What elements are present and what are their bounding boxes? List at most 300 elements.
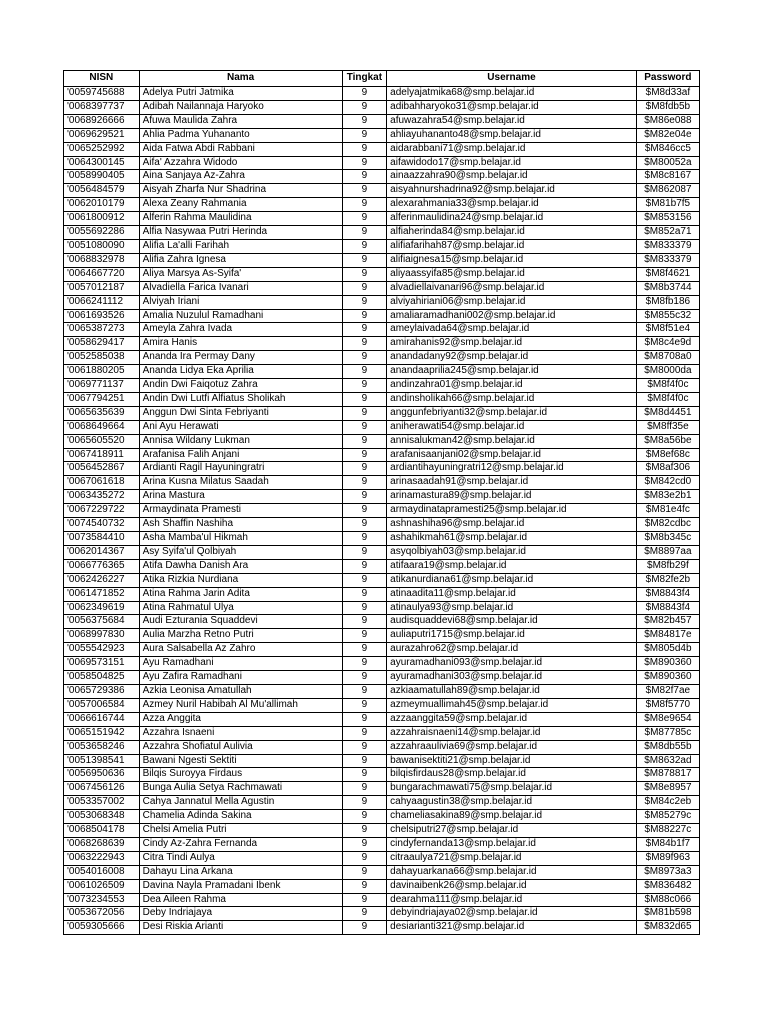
tingkat-cell: 9 <box>342 198 387 212</box>
tingkat-cell: 9 <box>342 782 387 796</box>
username-cell: desiarianti321@smp.belajar.id <box>387 921 637 935</box>
nama-cell: Aisyah Zharfa Nur Shadrina <box>139 184 342 198</box>
password-cell: $M86e088 <box>636 114 699 128</box>
table-row <box>64 824 700 838</box>
table-row <box>64 532 700 546</box>
nama-cell: Chamelia Adinda Sakina <box>139 810 342 824</box>
password-cell: $M805d4b <box>636 643 699 657</box>
table-row <box>64 226 700 240</box>
table-row <box>64 504 700 518</box>
nisn-cell: '0057012187 <box>64 281 140 295</box>
password-cell: $M8a56be <box>636 434 699 448</box>
table-row <box>64 198 700 212</box>
table-row <box>64 643 700 657</box>
nisn-cell: '0051080090 <box>64 239 140 253</box>
password-cell: $M80052a <box>636 156 699 170</box>
username-cell: azkiaamatullah89@smp.belajar.id <box>387 684 637 698</box>
tingkat-cell: 9 <box>342 559 387 573</box>
nisn-cell: '0067061618 <box>64 476 140 490</box>
nama-cell: Ananda Ira Permay Dany <box>139 351 342 365</box>
username-cell: azzahraisnaeni14@smp.belajar.id <box>387 726 637 740</box>
nisn-cell: '0063435272 <box>64 490 140 504</box>
nisn-cell: '0069629521 <box>64 128 140 142</box>
password-cell: $M82f7ae <box>636 684 699 698</box>
username-cell: asyqolbiyah03@smp.belajar.id <box>387 545 637 559</box>
nama-cell: Aina Sanjaya Az-Zahra <box>139 170 342 184</box>
password-cell: $M8fb29f <box>636 559 699 573</box>
password-cell: $M832d65 <box>636 921 699 935</box>
table-row <box>64 851 700 865</box>
table-row <box>64 907 700 921</box>
username-cell: audisquaddevi68@smp.belajar.id <box>387 615 637 629</box>
username-cell: ashahikmah61@smp.belajar.id <box>387 532 637 546</box>
tingkat-cell: 9 <box>342 156 387 170</box>
table-row <box>64 587 700 601</box>
tingkat-cell: 9 <box>342 239 387 253</box>
username-cell: alifiaignesa15@smp.belajar.id <box>387 253 637 267</box>
tingkat-cell: 9 <box>342 573 387 587</box>
username-cell: cahyaagustin38@smp.belajar.id <box>387 796 637 810</box>
nama-cell: Ani Ayu Herawati <box>139 420 342 434</box>
table-row <box>64 462 700 476</box>
nisn-cell: '0068504178 <box>64 824 140 838</box>
password-cell: $M833379 <box>636 239 699 253</box>
header-tingkat: Tingkat <box>342 71 387 87</box>
nisn-cell: '0061800912 <box>64 212 140 226</box>
table-row <box>64 796 700 810</box>
password-cell: $M8f4f0c <box>636 379 699 393</box>
nisn-cell: '0062014367 <box>64 545 140 559</box>
tingkat-cell: 9 <box>342 114 387 128</box>
password-cell: $M82e04e <box>636 128 699 142</box>
username-cell: arinasaadah91@smp.belajar.id <box>387 476 637 490</box>
nama-cell: Atika Rizkia Nurdiana <box>139 573 342 587</box>
tingkat-cell: 9 <box>342 698 387 712</box>
table-row <box>64 754 700 768</box>
tingkat-cell: 9 <box>342 337 387 351</box>
tingkat-cell: 9 <box>342 532 387 546</box>
nisn-cell: '0073234553 <box>64 893 140 907</box>
table-row <box>64 921 700 935</box>
nama-cell: Andin Dwi Faiqotuz Zahra <box>139 379 342 393</box>
username-cell: atikanurdiana61@smp.belajar.id <box>387 573 637 587</box>
table-row <box>64 810 700 824</box>
table-row <box>64 114 700 128</box>
nisn-cell: '0065635639 <box>64 406 140 420</box>
table-row <box>64 142 700 156</box>
nama-cell: Amira Hanis <box>139 337 342 351</box>
nama-cell: Anggun Dwi Sinta Febriyanti <box>139 406 342 420</box>
nisn-cell: '0067418911 <box>64 448 140 462</box>
nama-cell: Armaydinata Pramesti <box>139 504 342 518</box>
username-cell: anggunfebriyanti32@smp.belajar.id <box>387 406 637 420</box>
password-cell: $M8b345c <box>636 532 699 546</box>
nisn-cell: '0068397737 <box>64 100 140 114</box>
nisn-cell: '0053357002 <box>64 796 140 810</box>
password-cell: $M853156 <box>636 212 699 226</box>
tingkat-cell: 9 <box>342 267 387 281</box>
tingkat-cell: 9 <box>342 587 387 601</box>
nisn-cell: '0059745688 <box>64 87 140 101</box>
table-row <box>64 698 700 712</box>
password-cell: $M8ef68c <box>636 448 699 462</box>
username-cell: andinzahra01@smp.belajar.id <box>387 379 637 393</box>
header-password: Password <box>636 71 699 87</box>
tingkat-cell: 9 <box>342 128 387 142</box>
username-cell: ameylaivada64@smp.belajar.id <box>387 323 637 337</box>
password-cell: $M8f4f0c <box>636 392 699 406</box>
nisn-cell: '0069771137 <box>64 379 140 393</box>
password-cell: $M842cd0 <box>636 476 699 490</box>
nisn-cell: '0055692286 <box>64 226 140 240</box>
nisn-cell: '0051398541 <box>64 754 140 768</box>
table-row <box>64 545 700 559</box>
nama-cell: Desi Riskia Arianti <box>139 921 342 935</box>
table-row <box>64 490 700 504</box>
tingkat-cell: 9 <box>342 893 387 907</box>
username-cell: alexarahmania33@smp.belajar.id <box>387 198 637 212</box>
password-cell: $M82fe2b <box>636 573 699 587</box>
password-cell: $M82cdbc <box>636 518 699 532</box>
nisn-cell: '0056950636 <box>64 768 140 782</box>
tingkat-cell: 9 <box>342 100 387 114</box>
username-cell: auliaputri1715@smp.belajar.id <box>387 629 637 643</box>
username-cell: amirahanis92@smp.belajar.id <box>387 337 637 351</box>
username-cell: dahayuarkana66@smp.belajar.id <box>387 865 637 879</box>
password-cell: $M862087 <box>636 184 699 198</box>
table-row <box>64 893 700 907</box>
nisn-cell: '0062426227 <box>64 573 140 587</box>
tingkat-cell: 9 <box>342 726 387 740</box>
tingkat-cell: 9 <box>342 712 387 726</box>
tingkat-cell: 9 <box>342 629 387 643</box>
nama-cell: Ayu Ramadhani <box>139 657 342 671</box>
table-row <box>64 184 700 198</box>
password-cell: $M833379 <box>636 253 699 267</box>
table-row <box>64 295 700 309</box>
nama-cell: Audi Ezturania Squaddevi <box>139 615 342 629</box>
username-cell: chelsiputri27@smp.belajar.id <box>387 824 637 838</box>
password-cell: $M85279c <box>636 810 699 824</box>
nisn-cell: '0058504825 <box>64 671 140 685</box>
password-cell: $M84817e <box>636 629 699 643</box>
username-cell: alferinmaulidina24@smp.belajar.id <box>387 212 637 226</box>
nama-cell: Alviyah Iriani <box>139 295 342 309</box>
username-cell: atifaara19@smp.belajar.id <box>387 559 637 573</box>
nisn-cell: '0056484579 <box>64 184 140 198</box>
password-cell: $M8fb186 <box>636 295 699 309</box>
username-cell: atinaadita11@smp.belajar.id <box>387 587 637 601</box>
password-cell: $M81e4fc <box>636 504 699 518</box>
username-cell: afuwazahra54@smp.belajar.id <box>387 114 637 128</box>
password-cell: $M8c4e9d <box>636 337 699 351</box>
table-row <box>64 87 700 101</box>
table-row <box>64 615 700 629</box>
table-row <box>64 559 700 573</box>
tingkat-cell: 9 <box>342 671 387 685</box>
nisn-cell: '0068832978 <box>64 253 140 267</box>
tingkat-cell: 9 <box>342 226 387 240</box>
nama-cell: Chelsi Amelia Putri <box>139 824 342 838</box>
username-cell: bawanisektiti21@smp.belajar.id <box>387 754 637 768</box>
nama-cell: Alifia Zahra Ignesa <box>139 253 342 267</box>
username-cell: ahliayuhananto48@smp.belajar.id <box>387 128 637 142</box>
nisn-cell: '0061693526 <box>64 309 140 323</box>
tingkat-cell: 9 <box>342 851 387 865</box>
password-cell: $M8db55b <box>636 740 699 754</box>
nama-cell: Azmey Nuril Habibah Al Mu'allimah <box>139 698 342 712</box>
nisn-cell: '0066776365 <box>64 559 140 573</box>
password-cell: $M8fdb5b <box>636 100 699 114</box>
nama-cell: Ardianti Ragil Hayuningratri <box>139 462 342 476</box>
username-cell: anandadany92@smp.belajar.id <box>387 351 637 365</box>
table-row <box>64 156 700 170</box>
nisn-cell: '0059305666 <box>64 921 140 935</box>
nama-cell: Bilqis Suroyya Firdaus <box>139 768 342 782</box>
nisn-cell: '0067456126 <box>64 782 140 796</box>
nisn-cell: '0054016008 <box>64 865 140 879</box>
nisn-cell: '0065605520 <box>64 434 140 448</box>
password-cell: $M84b1f7 <box>636 837 699 851</box>
username-cell: aurazahro62@smp.belajar.id <box>387 643 637 657</box>
tingkat-cell: 9 <box>342 865 387 879</box>
nama-cell: Aliya Marsya As-Syifa' <box>139 267 342 281</box>
nama-cell: Asy Syifa'ul Qolbiyah <box>139 545 342 559</box>
table-row <box>64 309 700 323</box>
username-cell: atinaulya93@smp.belajar.id <box>387 601 637 615</box>
password-cell: $M8d33af <box>636 87 699 101</box>
tingkat-cell: 9 <box>342 87 387 101</box>
nisn-cell: '0058629417 <box>64 337 140 351</box>
username-cell: aifawidodo17@smp.belajar.id <box>387 156 637 170</box>
nisn-cell: '0065387273 <box>64 323 140 337</box>
tingkat-cell: 9 <box>342 740 387 754</box>
password-cell: $M8973a3 <box>636 865 699 879</box>
nisn-cell: '0067229722 <box>64 504 140 518</box>
tingkat-cell: 9 <box>342 768 387 782</box>
username-cell: alifiafarihah87@smp.belajar.id <box>387 239 637 253</box>
tingkat-cell: 9 <box>342 810 387 824</box>
username-cell: arinamastura89@smp.belajar.id <box>387 490 637 504</box>
password-cell: $M89f963 <box>636 851 699 865</box>
password-cell: $M8708a0 <box>636 351 699 365</box>
tingkat-cell: 9 <box>342 657 387 671</box>
table-row <box>64 379 700 393</box>
password-cell: $M8c8167 <box>636 170 699 184</box>
tingkat-cell: 9 <box>342 323 387 337</box>
tingkat-cell: 9 <box>342 907 387 921</box>
table-row <box>64 448 700 462</box>
password-cell: $M88c066 <box>636 893 699 907</box>
table-row <box>64 253 700 267</box>
table-row <box>64 476 700 490</box>
password-cell: $M8843f4 <box>636 601 699 615</box>
username-cell: alvadiellaivanari96@smp.belajar.id <box>387 281 637 295</box>
nama-cell: Annisa Wildany Lukman <box>139 434 342 448</box>
username-cell: ayuramadhani303@smp.belajar.id <box>387 671 637 685</box>
nama-cell: Aura Salsabella Az Zahro <box>139 643 342 657</box>
nama-cell: Alexa Zeany Rahmania <box>139 198 342 212</box>
nisn-cell: '0067794251 <box>64 392 140 406</box>
password-cell: $M8f5770 <box>636 698 699 712</box>
tingkat-cell: 9 <box>342 448 387 462</box>
table-row <box>64 212 700 226</box>
nama-cell: Azzahra Shofiatul Aulivia <box>139 740 342 754</box>
nisn-cell: '0056375684 <box>64 615 140 629</box>
password-cell: $M890360 <box>636 657 699 671</box>
password-cell: $M852a71 <box>636 226 699 240</box>
password-cell: $M8897aa <box>636 545 699 559</box>
username-cell: azzahraaulivia69@smp.belajar.id <box>387 740 637 754</box>
username-cell: annisalukman42@smp.belajar.id <box>387 434 637 448</box>
nama-cell: Alferin Rahma Maulidina <box>139 212 342 226</box>
password-cell: $M8f4621 <box>636 267 699 281</box>
header-row <box>64 71 700 87</box>
nisn-cell: '0055542923 <box>64 643 140 657</box>
table-row <box>64 726 700 740</box>
username-cell: davinaibenk26@smp.belajar.id <box>387 879 637 893</box>
tingkat-cell: 9 <box>342 879 387 893</box>
student-account-table <box>63 70 700 935</box>
username-cell: debyindriajaya02@smp.belajar.id <box>387 907 637 921</box>
username-cell: alviyahiriani06@smp.belajar.id <box>387 295 637 309</box>
username-cell: aidarabbani71@smp.belajar.id <box>387 142 637 156</box>
table-row <box>64 281 700 295</box>
nama-cell: Arina Kusna Milatus Saadah <box>139 476 342 490</box>
tingkat-cell: 9 <box>342 295 387 309</box>
tingkat-cell: 9 <box>342 184 387 198</box>
tingkat-cell: 9 <box>342 643 387 657</box>
nama-cell: Ameyla Zahra Ivada <box>139 323 342 337</box>
nama-cell: Cindy Az-Zahra Fernanda <box>139 837 342 851</box>
password-cell: $M8e8957 <box>636 782 699 796</box>
tingkat-cell: 9 <box>342 615 387 629</box>
nama-cell: Azkia Leonisa Amatullah <box>139 684 342 698</box>
nisn-cell: '0064300145 <box>64 156 140 170</box>
nisn-cell: '0065151942 <box>64 726 140 740</box>
table-row <box>64 323 700 337</box>
password-cell: $M84c2eb <box>636 796 699 810</box>
nama-cell: Arafanisa Falih Anjani <box>139 448 342 462</box>
tingkat-cell: 9 <box>342 796 387 810</box>
nama-cell: Dahayu Lina Arkana <box>139 865 342 879</box>
username-cell: bilqisfirdaus28@smp.belajar.id <box>387 768 637 782</box>
password-cell: $M83e2b1 <box>636 490 699 504</box>
password-cell: $M8632ad <box>636 754 699 768</box>
nama-cell: Azza Anggita <box>139 712 342 726</box>
username-cell: aliyaassyifa85@smp.belajar.id <box>387 267 637 281</box>
username-cell: andinsholikah66@smp.belajar.id <box>387 392 637 406</box>
password-cell: $M855c32 <box>636 309 699 323</box>
table-row <box>64 434 700 448</box>
nisn-cell: '0057006584 <box>64 698 140 712</box>
nama-cell: Deby Indriajaya <box>139 907 342 921</box>
table-row <box>64 239 700 253</box>
tingkat-cell: 9 <box>342 281 387 295</box>
password-cell: $M890360 <box>636 671 699 685</box>
username-cell: adelyajatmika68@smp.belajar.id <box>387 87 637 101</box>
username-cell: ashnashiha96@smp.belajar.id <box>387 518 637 532</box>
nama-cell: Arina Mastura <box>139 490 342 504</box>
nama-cell: Ash Shaffin Nashiha <box>139 518 342 532</box>
nisn-cell: '0069573151 <box>64 657 140 671</box>
username-cell: ainaazzahra90@smp.belajar.id <box>387 170 637 184</box>
password-cell: $M8000da <box>636 365 699 379</box>
nama-cell: Ayu Zafira Ramadhani <box>139 671 342 685</box>
nisn-cell: '0066241112 <box>64 295 140 309</box>
tingkat-cell: 9 <box>342 170 387 184</box>
tingkat-cell: 9 <box>342 490 387 504</box>
nisn-cell: '0065252992 <box>64 142 140 156</box>
nisn-cell: '0053658246 <box>64 740 140 754</box>
username-cell: azmeymuallimah45@smp.belajar.id <box>387 698 637 712</box>
table-row <box>64 128 700 142</box>
username-cell: aisyahnurshadrina92@smp.belajar.id <box>387 184 637 198</box>
tingkat-cell: 9 <box>342 754 387 768</box>
nama-cell: Amalia Nuzulul Ramadhani <box>139 309 342 323</box>
nisn-cell: '0061880205 <box>64 365 140 379</box>
nama-cell: Aida Fatwa Abdi Rabbani <box>139 142 342 156</box>
username-cell: bungarachmawati75@smp.belajar.id <box>387 782 637 796</box>
nama-cell: Alfia Nasywaa Putri Herinda <box>139 226 342 240</box>
nisn-cell: '0058990405 <box>64 170 140 184</box>
password-cell: $M8d4451 <box>636 406 699 420</box>
nisn-cell: '0065729386 <box>64 684 140 698</box>
table-row <box>64 573 700 587</box>
password-cell: $M8b3744 <box>636 281 699 295</box>
table-row <box>64 684 700 698</box>
table-row <box>64 267 700 281</box>
table-row <box>64 782 700 796</box>
table-row <box>64 351 700 365</box>
username-cell: aniherawati54@smp.belajar.id <box>387 420 637 434</box>
nama-cell: Aifa' Azzahra Widodo <box>139 156 342 170</box>
nama-cell: Bawani Ngesti Sektiti <box>139 754 342 768</box>
nama-cell: Adelya Putri Jatmika <box>139 87 342 101</box>
tingkat-cell: 9 <box>342 837 387 851</box>
table-row <box>64 420 700 434</box>
password-cell: $M81b598 <box>636 907 699 921</box>
nisn-cell: '0052585038 <box>64 351 140 365</box>
nisn-cell: '0062349619 <box>64 601 140 615</box>
password-cell: $M8af306 <box>636 462 699 476</box>
nisn-cell: '0061026509 <box>64 879 140 893</box>
nama-cell: Dea Aileen Rahma <box>139 893 342 907</box>
tingkat-cell: 9 <box>342 351 387 365</box>
nama-cell: Asha Mamba'ul Hikmah <box>139 532 342 546</box>
nisn-cell: '0073584410 <box>64 532 140 546</box>
nisn-cell: '0074540732 <box>64 518 140 532</box>
nisn-cell: '0053672056 <box>64 907 140 921</box>
nisn-cell: '0064667720 <box>64 267 140 281</box>
nisn-cell: '0068926666 <box>64 114 140 128</box>
table-row <box>64 337 700 351</box>
table-row <box>64 712 700 726</box>
nama-cell: Adibah Nailannaja Haryoko <box>139 100 342 114</box>
tingkat-cell: 9 <box>342 434 387 448</box>
nama-cell: Bunga Aulia Setya Rachmawati <box>139 782 342 796</box>
nisn-cell: '0066616744 <box>64 712 140 726</box>
header-username: Username <box>387 71 637 87</box>
password-cell: $M88227c <box>636 824 699 838</box>
nisn-cell: '0068268639 <box>64 837 140 851</box>
tingkat-cell: 9 <box>342 462 387 476</box>
username-cell: ayuramadhani093@smp.belajar.id <box>387 657 637 671</box>
username-cell: amaliaramadhani002@smp.belajar.id <box>387 309 637 323</box>
username-cell: ardiantihayuningratri12@smp.belajar.id <box>387 462 637 476</box>
table-row <box>64 365 700 379</box>
tingkat-cell: 9 <box>342 365 387 379</box>
